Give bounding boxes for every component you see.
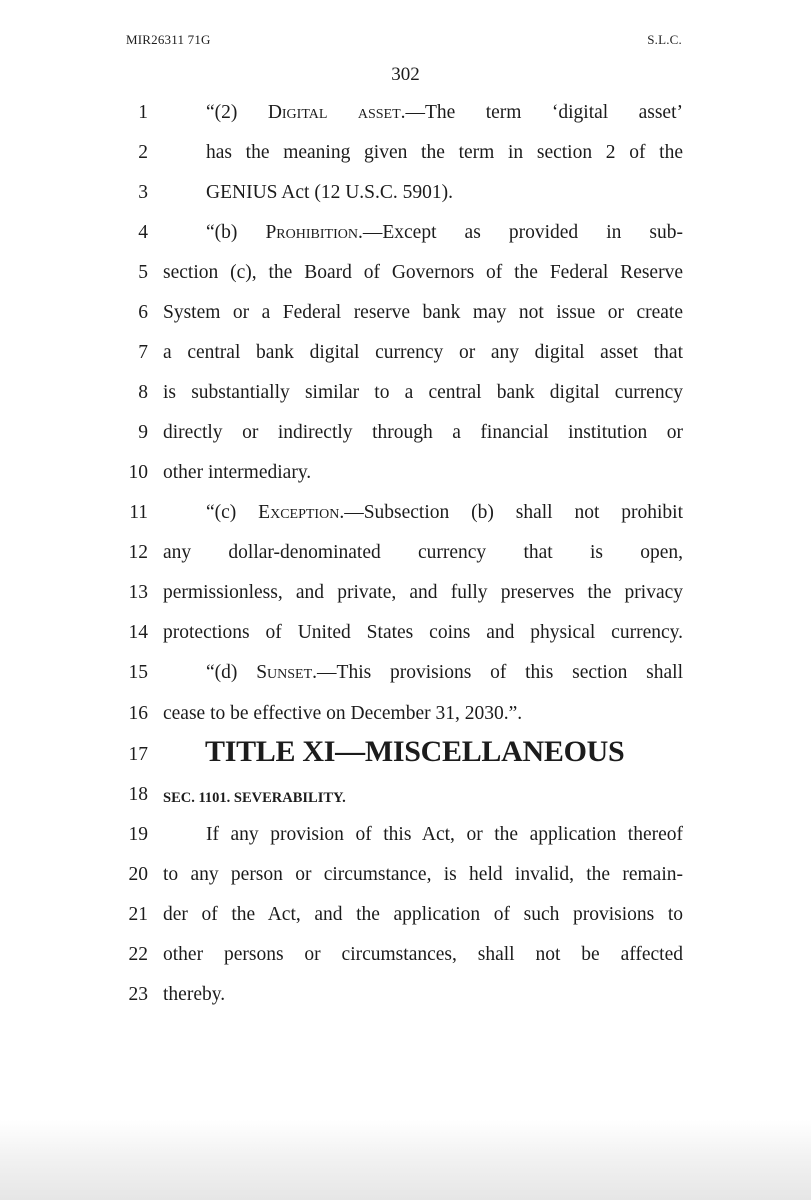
text-line [0, 863, 811, 903]
line-text: directly or indirectly through a financial institution or [163, 422, 683, 443]
section-heading: SEC. 1101. SEVERABILITY. [163, 790, 346, 806]
line-number: 21 [128, 904, 148, 925]
line-text: is substantially similar to a central bank digital currency [163, 382, 683, 403]
line-text: other intermediary. [163, 462, 312, 483]
line-text: If any provision of this Act, or the application thereof [206, 824, 683, 845]
line-number: 18 [128, 784, 148, 805]
text-line [0, 101, 811, 141]
line-number: 5 [138, 262, 148, 283]
line-number: 15 [128, 662, 148, 683]
text-line [0, 221, 811, 261]
text-line [0, 903, 811, 943]
text-line [0, 421, 811, 461]
line-text: permissionless, and private, and fully preserves the privacy [163, 582, 683, 603]
line-text: thereby. [163, 984, 226, 1005]
line-text: protections of United States coins and physical currency. [163, 622, 683, 643]
header-doc-id: MIR26311 71G [126, 32, 211, 47]
line-text: der of the Act, and the application of such provisions to [163, 904, 683, 925]
line-number: 9 [138, 422, 148, 443]
line-number: 2 [138, 142, 148, 163]
text-line [0, 181, 811, 221]
line-text: a central bank digital currency or any digital asset that [163, 342, 683, 363]
line-number: 10 [128, 462, 148, 483]
line-text: cease to be effective on December 31, 2030.”. [163, 703, 523, 724]
text-line [0, 983, 811, 1023]
text-line [0, 301, 811, 341]
line-number: 3 [138, 182, 148, 203]
line-text: System or a Federal reserve bank may not issue or create [163, 302, 683, 323]
line-number: 23 [128, 984, 148, 1005]
line-number: 12 [128, 542, 148, 563]
text-line [0, 261, 811, 301]
text-line [0, 541, 811, 581]
line-number: 13 [128, 582, 148, 603]
line-number: 6 [138, 302, 148, 323]
line-text: other persons or circumstances, shall not be affected [163, 944, 683, 965]
text-line [0, 341, 811, 381]
header-slc: S.L.C. [647, 32, 682, 47]
text-line [0, 381, 811, 421]
line-number: 14 [128, 622, 148, 643]
line-text: any dollar-denominated currency that is open, [163, 542, 683, 563]
text-line [0, 735, 811, 783]
line-number: 11 [129, 502, 148, 523]
line-number: 20 [128, 864, 148, 885]
text-line [0, 501, 811, 541]
line-text: “(d) Sunset.—This provisions of this section shall [206, 662, 683, 683]
text-line [0, 661, 811, 701]
line-number: 7 [138, 342, 148, 363]
line-number: 16 [128, 703, 148, 724]
line-text: section (c), the Board of Governors of the Federal Reserve [163, 262, 683, 283]
line-text: has the meaning given the term in section 2 of the [206, 142, 683, 163]
text-line [0, 823, 811, 863]
line-number: 1 [138, 102, 148, 123]
line-text: “(2) Digital asset.—The term ‘digital asset’ [206, 102, 683, 123]
line-number: 17 [128, 744, 148, 765]
title-heading: TITLE XI—MISCELLANEOUS [205, 735, 625, 768]
line-number: 22 [128, 944, 148, 965]
page-number: 302 [391, 64, 420, 85]
line-number: 19 [128, 824, 148, 845]
line-text: “(c) Exception.—Subsection (b) shall not prohibit [206, 502, 683, 523]
text-line [0, 621, 811, 661]
text-line [0, 783, 811, 823]
text-line [0, 581, 811, 621]
line-text: “(b) Prohibition.—Except as provided in sub- [206, 222, 683, 243]
line-number: 4 [138, 222, 148, 243]
line-text: to any person or circumstance, is held invalid, the remain- [163, 864, 683, 885]
line-text: GENIUS Act (12 U.S.C. 5901). [206, 182, 453, 203]
text-line [0, 943, 811, 983]
text-line [0, 141, 811, 181]
text-line [0, 461, 811, 501]
line-number: 8 [138, 382, 148, 403]
